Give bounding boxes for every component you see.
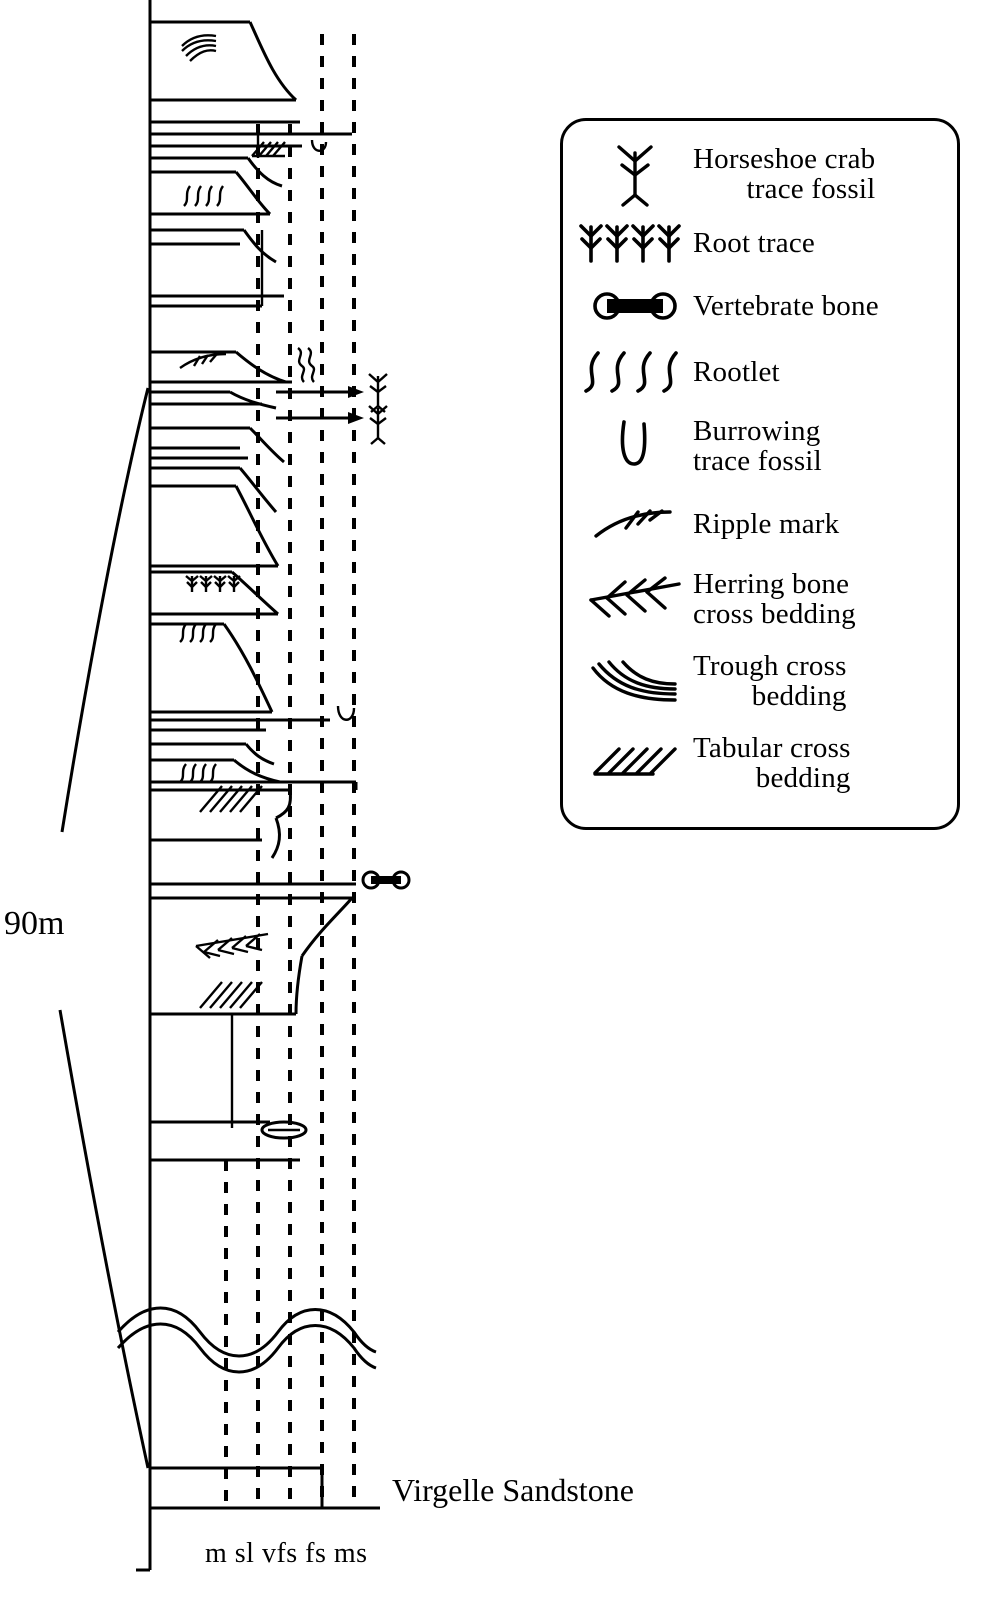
legend-item-burrowing-trace-fossil: [577, 416, 949, 476]
legend-item-horseshoe-crab-trace-fossil: [577, 139, 949, 209]
tabular-cross-bedding-icon: [252, 142, 285, 156]
legend-panel: [560, 118, 960, 830]
rootlet-icon: [577, 349, 693, 395]
rootlet-icon: [184, 186, 223, 206]
ripple-mark-icon: [180, 354, 226, 368]
horseshoe-crab-trace-fossil-icon: [369, 406, 387, 444]
rootlet-icon: [298, 348, 314, 382]
legend-item-herring-bone-cross-bedding: [577, 569, 949, 629]
rootlet-icon: [180, 624, 216, 642]
legend-item-vertebrate-bone: [577, 286, 949, 326]
legend-label: Horseshoe crab trace fossil: [693, 142, 876, 205]
grain-size-guidelines: [226, 34, 354, 1505]
trace-fossil-arrows: [276, 386, 364, 424]
legend-item-tabular-cross-bedding: [577, 733, 949, 793]
legend-label: Rootlet: [693, 355, 780, 388]
legend-label: Tabular cross bedding: [693, 732, 851, 795]
horseshoe-crab-trace-fossil-icon: [369, 374, 387, 412]
tabular-cross-bedding-icon: [577, 743, 693, 783]
legend-item-rootlet: [577, 349, 949, 395]
trough-cross-bedding-icon: [577, 658, 693, 704]
vertebrate-bone-icon: [262, 1122, 306, 1138]
trough-cross-bedding-icon: [182, 35, 216, 61]
rootlet-icon: [180, 764, 216, 782]
legend-item-trough-cross-bedding: [577, 651, 949, 711]
vertebrate-bone-icon: [363, 872, 409, 888]
burrowing-trace-fossil-icon: [338, 706, 354, 720]
legend-label: Trough cross bedding: [693, 650, 847, 713]
burrowing-trace-fossil-icon: [577, 418, 693, 474]
tabular-cross-bedding-icon: [200, 786, 262, 812]
root-trace-icon: [186, 576, 240, 592]
horseshoe-crab-trace-fossil-icon: [577, 139, 693, 209]
depth-bracket-curves: [60, 388, 148, 1468]
legend-item-root-trace: [577, 221, 949, 265]
herring-bone-cross-bedding-icon: [577, 574, 693, 624]
vertebrate-bone-icon: [577, 286, 693, 326]
tabular-cross-bedding-icon: [200, 982, 262, 1008]
root-trace-icon: [577, 221, 693, 265]
wavy-contact: [118, 1308, 376, 1372]
legend-label: Burrowing trace fossil: [693, 415, 822, 478]
legend-item-ripple-mark: [577, 506, 949, 542]
legend-label: Root trace: [693, 226, 815, 259]
unit-label: Virgelle Sandstone: [392, 1472, 634, 1508]
herring-bone-cross-bedding-icon: [196, 934, 268, 958]
grain-size-scale-label: m sl vfs fs ms: [205, 1538, 368, 1569]
legend-label: Ripple mark: [693, 507, 840, 540]
legend-label: Herring bone cross bedding: [693, 568, 856, 631]
internal-tie-lines: [232, 134, 262, 1128]
legend-label: Vertebrate bone: [693, 289, 879, 322]
burrowing-trace-fossil-icon: [312, 140, 326, 151]
bed-contacts: [150, 22, 380, 1508]
ripple-mark-icon: [577, 506, 693, 542]
depth-label: 90m: [4, 905, 65, 942]
